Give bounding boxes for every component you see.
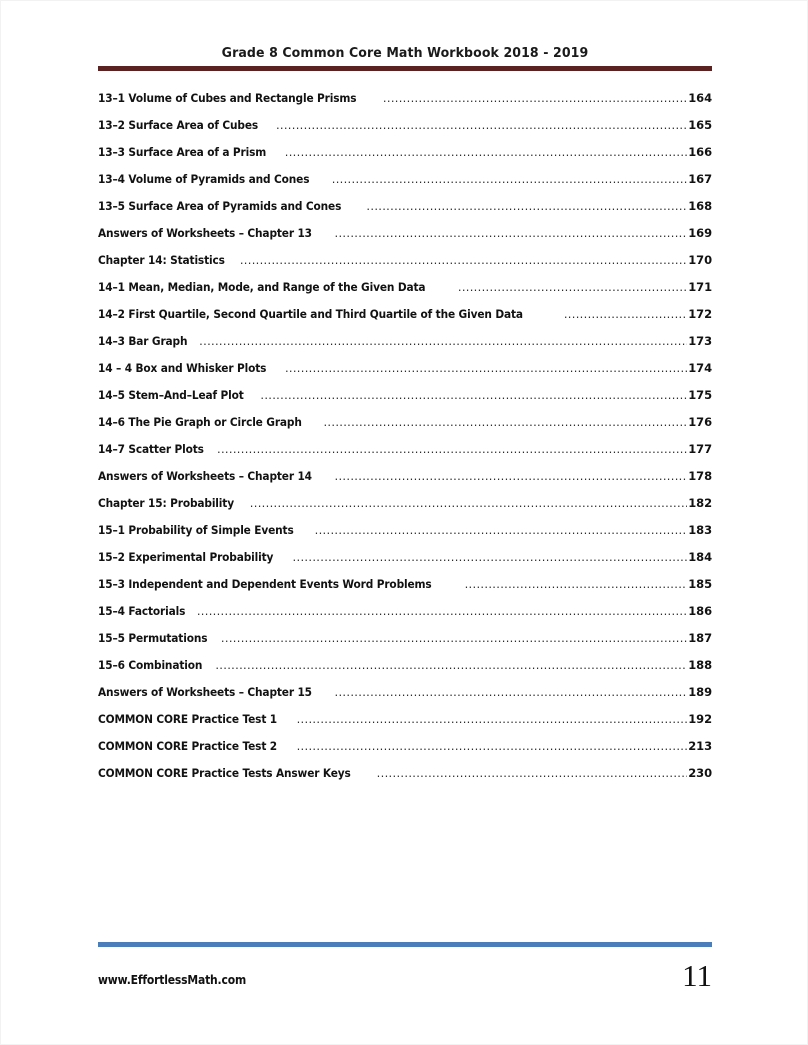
toc-entry[interactable] [98, 307, 712, 334]
toc-entry[interactable] [98, 523, 712, 550]
toc-entry-page-number: 169 [688, 226, 712, 240]
toc-entry-page-number: 164 [688, 91, 712, 105]
toc-dot-leader [260, 389, 687, 401]
toc-entry-page-number: 186 [688, 604, 712, 618]
toc-entry-page-number: 188 [688, 658, 712, 672]
page-footer [98, 942, 712, 993]
toc-entry[interactable] [98, 712, 712, 739]
toc-dot-leader [335, 227, 687, 239]
toc-entry[interactable] [98, 604, 712, 631]
toc-entry-page-number: 165 [688, 118, 712, 132]
toc-entry-page-number: 178 [688, 469, 712, 483]
toc-entry-label: 14–2 First Quartile, Second Quartile and Third Quartile of the Given Data [98, 307, 523, 321]
toc-entry[interactable] [98, 118, 712, 145]
toc-dot-leader [335, 686, 687, 698]
toc-entry-label: 14–6 The Pie Graph or Circle Graph [98, 415, 302, 429]
toc-entry-page-number: 177 [688, 442, 712, 456]
toc-dot-leader [366, 200, 687, 212]
toc-dot-leader [221, 632, 687, 644]
toc-entry-label: 13–2 Surface Area of Cubes [98, 118, 259, 132]
toc-entry-label: Chapter 15: Probability [98, 496, 234, 510]
toc-dot-leader [215, 659, 687, 671]
toc-entry-page-number: 230 [688, 766, 712, 780]
toc-entry-page-number: 170 [688, 253, 712, 267]
footer-page-number: 11 [682, 958, 712, 993]
toc-dot-leader [465, 578, 687, 590]
toc-entry-label: Answers of Worksheets – Chapter 14 [98, 469, 312, 483]
toc-entry[interactable] [98, 577, 712, 604]
toc-entry-page-number: 168 [688, 199, 712, 213]
toc-entry[interactable] [98, 658, 712, 685]
toc-entry[interactable] [98, 442, 712, 469]
toc-dot-leader [276, 119, 687, 131]
toc-dot-leader [199, 335, 687, 347]
toc-entry[interactable] [98, 415, 712, 442]
toc-entry[interactable] [98, 739, 712, 766]
toc-entry[interactable] [98, 550, 712, 577]
toc-entry-page-number: 175 [688, 388, 712, 402]
toc-entry[interactable] [98, 253, 712, 280]
toc-entry-label: Chapter 14: Statistics [98, 253, 225, 267]
toc-entry-page-number: 213 [688, 739, 712, 753]
toc-dot-leader [323, 416, 687, 428]
toc-entry-label: 15–5 Permutations [98, 631, 208, 645]
toc-dot-leader [332, 173, 687, 185]
toc-dot-leader [297, 713, 687, 725]
toc-entry-page-number: 176 [688, 415, 712, 429]
toc-dot-leader [458, 281, 687, 293]
toc-entry-label: COMMON CORE Practice Test 1 [98, 712, 278, 726]
toc-entry[interactable] [98, 685, 712, 712]
toc-entry-label: COMMON CORE Practice Test 2 [98, 739, 278, 753]
toc-entry-page-number: 166 [688, 145, 712, 159]
toc-entry[interactable] [98, 226, 712, 253]
toc-entry-page-number: 185 [688, 577, 712, 591]
toc-entry[interactable] [98, 469, 712, 496]
toc-dot-leader [217, 443, 687, 455]
page-header-title: Grade 8 Common Core Math Workbook 2018 - 2019 [221, 45, 589, 61]
toc-entry-label: Answers of Worksheets – Chapter 15 [98, 685, 312, 699]
toc-entry-label: 15–1 Probability of Simple Events [98, 523, 294, 537]
toc-entry-page-number: 167 [688, 172, 712, 186]
toc-entry[interactable] [98, 631, 712, 658]
toc-entry-label: 14–1 Mean, Median, Mode, and Range of the Given Data [98, 280, 426, 294]
toc-entry[interactable] [98, 91, 712, 118]
toc-entry-label: Answers of Worksheets – Chapter 13 [98, 226, 312, 240]
toc-entry-label: 13–5 Surface Area of Pyramids and Cones [98, 199, 342, 213]
toc-dot-leader [335, 470, 687, 482]
toc-dot-leader [383, 92, 687, 104]
toc-entry-page-number: 172 [688, 307, 712, 321]
toc-entry-label: 14–5 Stem–And–Leaf Plot [98, 388, 244, 402]
toc-entry-page-number: 184 [688, 550, 712, 564]
toc-dot-leader [293, 551, 687, 563]
toc-entry-page-number: 171 [688, 280, 712, 294]
toc-entry-label: 14 – 4 Box and Whisker Plots [98, 361, 267, 375]
header-divider-rule [98, 66, 712, 71]
toc-entry-label: 14–3 Bar Graph [98, 334, 188, 348]
toc-dot-leader [297, 740, 687, 752]
toc-entry-label: 15–6 Combination [98, 658, 203, 672]
toc-dot-leader [285, 146, 687, 158]
toc-dot-leader [377, 767, 687, 779]
toc-entry[interactable] [98, 361, 712, 388]
toc-entry-label: 13–3 Surface Area of a Prism [98, 145, 267, 159]
toc-dot-leader [250, 497, 687, 509]
toc-entry-page-number: 182 [688, 496, 712, 510]
toc-entry[interactable] [98, 388, 712, 415]
toc-entry-label: 13–1 Volume of Cubes and Rectangle Prisms [98, 91, 357, 105]
toc-entry-page-number: 174 [688, 361, 712, 375]
toc-entry[interactable] [98, 145, 712, 172]
toc-dot-leader [285, 362, 687, 374]
page-header [98, 45, 712, 71]
toc-entry-label: 15–4 Factorials [98, 604, 186, 618]
toc-entry-page-number: 173 [688, 334, 712, 348]
toc-entry-page-number: 187 [688, 631, 712, 645]
toc-entry[interactable] [98, 199, 712, 226]
toc-entry-page-number: 183 [688, 523, 712, 537]
toc-entry[interactable] [98, 766, 712, 793]
toc-entry[interactable] [98, 280, 712, 307]
toc-entry-label: COMMON CORE Practice Tests Answer Keys [98, 766, 351, 780]
toc-dot-leader [564, 308, 687, 320]
toc-entry-page-number: 192 [688, 712, 712, 726]
toc-entry-label: 14–7 Scatter Plots [98, 442, 204, 456]
toc-dot-leader [240, 254, 687, 266]
toc-dot-leader [197, 605, 687, 617]
toc-entry[interactable] [98, 496, 712, 523]
toc-entry-label: 15–3 Independent and Dependent Events Word Problems [98, 577, 432, 591]
toc-entry[interactable] [98, 172, 712, 199]
toc-entry-label: 13–4 Volume of Pyramids and Cones [98, 172, 310, 186]
table-of-contents-list [98, 91, 712, 793]
toc-entry-page-number: 189 [688, 685, 712, 699]
toc-dot-leader [315, 524, 687, 536]
toc-entry-label: 15–2 Experimental Probability [98, 550, 274, 564]
toc-entry[interactable] [98, 334, 712, 361]
footer-website-text: www.EffortlessMath.com [98, 973, 247, 987]
footer-divider-rule [98, 942, 712, 947]
